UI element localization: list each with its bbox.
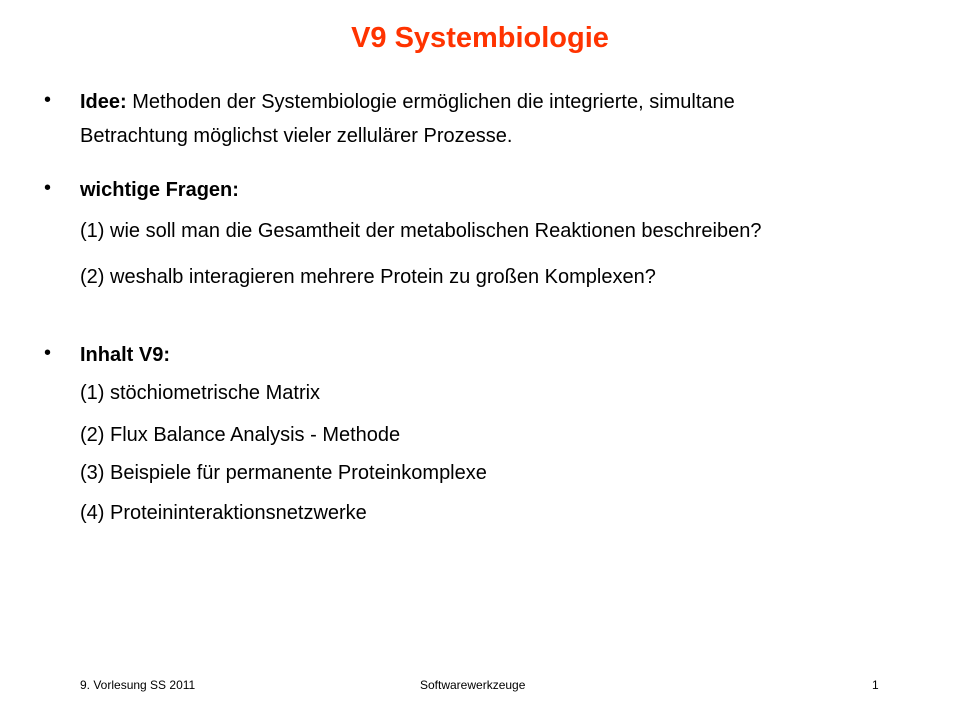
bullet-inhalt-line-1: (1) stöchiometrische Matrix	[80, 382, 321, 404]
bullet-fragen-line-2: (2) weshalb interagieren mehrere Protein zu großen Komplexen?	[80, 266, 656, 288]
footer-course: Softwarewerkzeuge	[420, 678, 526, 692]
bullet-icon: •	[44, 177, 52, 199]
bullet-idee-line-1	[80, 90, 735, 114]
slide-title: V9 Systembiologie	[351, 22, 609, 54]
bullet-inhalt-line-3: (3) Beispiele für permanente Proteinkomplexe	[80, 462, 487, 484]
bullet-idee-line-2: Betrachtung möglichst vieler zellulärer Prozesse.	[80, 125, 513, 147]
bullet-icon: •	[44, 89, 52, 111]
bullet-idee-text-1: Methoden der Systembiologie ermöglichen die integrierte, simultane	[126, 91, 735, 113]
bullet-inhalt-line-4: (4) Proteininteraktionsnetzwerke	[80, 502, 367, 524]
bullet-icon: •	[44, 342, 52, 364]
footer-lecture: 9. Vorlesung SS 2011	[80, 678, 196, 692]
bullet-inhalt-lead: Inhalt V9:	[80, 344, 171, 366]
footer-page-number: 1	[872, 678, 879, 692]
bullet-idee-lead: Idee:	[80, 91, 127, 113]
bullet-inhalt-line-2: (2) Flux Balance Analysis - Methode	[80, 424, 401, 446]
bullet-fragen-line-1: (1) wie soll man die Gesamtheit der metabolischen Reaktionen beschreiben?	[80, 220, 762, 242]
bullet-fragen-lead: wichtige Fragen:	[80, 179, 239, 201]
